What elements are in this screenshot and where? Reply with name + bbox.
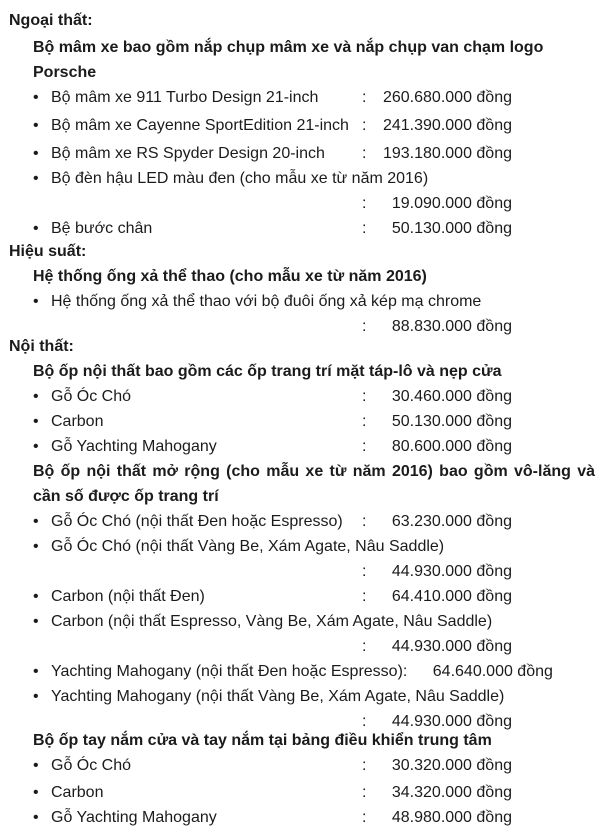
section-heading: Ngoại thất:	[9, 12, 93, 29]
price-value: 44.930.000 đồng	[391, 713, 512, 730]
option-label: Bộ mâm xe 911 Turbo Design 21-inch	[51, 89, 319, 106]
price-colon: :	[362, 438, 367, 455]
price-cell	[362, 780, 512, 805]
price-colon: :	[402, 663, 408, 680]
option-label: Yachting Mahogany (nội thất Đen hoặc Espresso)	[51, 663, 403, 680]
bullet-icon: •	[33, 784, 39, 801]
option-row	[33, 113, 595, 138]
price-colon: :	[362, 89, 367, 106]
bullet-icon: •	[33, 513, 39, 530]
price-cell	[362, 509, 512, 534]
price-value: 88.830.000 đồng	[391, 318, 512, 335]
price-cell	[362, 805, 512, 830]
bullet-icon: •	[33, 757, 39, 774]
price-cell	[362, 113, 512, 138]
option-label: Carbon (nội thất Đen)	[51, 588, 205, 605]
price-value: 63.230.000 đồng	[391, 513, 512, 530]
price-value: 30.320.000 đồng	[391, 757, 512, 774]
price-value: 64.640.000 đồng	[432, 663, 553, 680]
price-value: 34.320.000 đồng	[391, 784, 512, 801]
price-cell	[362, 584, 512, 609]
bullet-icon: •	[33, 688, 39, 705]
section-heading: Nội thất:	[9, 338, 74, 355]
option-label: Bộ mâm xe RS Spyder Design 20-inch	[51, 145, 325, 162]
price-colon: :	[362, 318, 367, 335]
price-colon: :	[362, 117, 367, 134]
price-cell	[362, 141, 512, 166]
option-row	[33, 289, 595, 314]
price-cell	[362, 434, 512, 459]
option-row	[33, 141, 595, 166]
option-row	[33, 384, 595, 409]
bullet-icon: •	[33, 538, 39, 555]
bullet-icon: •	[33, 413, 39, 430]
price-value: 48.980.000 đồng	[391, 809, 512, 826]
option-row	[33, 684, 595, 709]
section-heading: Hiệu suất:	[9, 243, 87, 260]
bullet-icon: •	[33, 220, 39, 237]
price-colon: :	[362, 220, 367, 237]
bullet-icon: •	[33, 145, 39, 162]
option-row	[33, 805, 595, 830]
option-label: Bệ bước chân	[51, 220, 153, 237]
option-label: Carbon	[51, 784, 104, 801]
price-value: 44.930.000 đồng	[391, 563, 512, 580]
price-value: 19.090.000 đồng	[391, 195, 512, 212]
bullet-icon: •	[33, 293, 39, 310]
option-label: Bộ mâm xe Cayenne SportEdition 21-inch	[51, 117, 349, 134]
option-label: Hệ thống ống xả thể thao với bộ đuôi ống xả kép mạ chrome	[51, 293, 482, 310]
price-colon: :	[362, 563, 367, 580]
bullet-icon: •	[33, 89, 39, 106]
option-label: Yachting Mahogany (nội thất Vàng Be, Xám Agate, Nâu Saddle)	[51, 688, 505, 705]
option-row	[33, 409, 595, 434]
price-cell	[362, 753, 512, 778]
price-row	[362, 191, 512, 216]
price-cell	[362, 216, 512, 241]
bullet-icon: •	[33, 588, 39, 605]
bullet-icon: •	[33, 170, 39, 187]
group-heading: Bộ ốp nội thất bao gồm các ốp trang trí mặt táp-lô và nẹp cửa	[33, 363, 502, 380]
bullet-icon: •	[33, 438, 39, 455]
group-heading: Hệ thống ống xả thể thao (cho mẫu xe từ năm 2016)	[33, 268, 427, 285]
option-row	[33, 753, 595, 778]
bullet-icon: •	[33, 388, 39, 405]
price-cell	[403, 659, 553, 684]
price-colon: :	[362, 145, 367, 162]
price-cell	[362, 384, 512, 409]
option-row	[33, 216, 595, 241]
price-cell	[362, 85, 512, 110]
price-value: 50.130.000 đồng	[391, 220, 512, 237]
option-row	[33, 584, 595, 609]
group-heading: Bộ ốp tay nắm cửa và tay nắm tại bảng điều khiển trung tâm	[33, 732, 492, 749]
price-colon: :	[362, 713, 367, 730]
option-row	[33, 659, 595, 684]
price-colon: :	[362, 388, 367, 405]
option-label: Gỗ Óc Chó	[51, 388, 132, 405]
bullet-icon: •	[33, 663, 39, 680]
option-row	[33, 434, 595, 459]
option-label: Carbon (nội thất Espresso, Vàng Be, Xám Agate, Nâu Saddle)	[51, 613, 493, 630]
option-row	[33, 509, 595, 534]
option-label: Bộ đèn hậu LED màu đen (cho mẫu xe từ năm 2016)	[51, 170, 429, 187]
price-value: 241.390.000 đồng	[382, 117, 512, 134]
price-cell	[362, 409, 512, 434]
price-row	[362, 559, 512, 584]
group-heading: Bộ ốp nội thất mở rộng (cho mẫu xe từ năm 2016) bao gồm vô-lăng và cần số được ốp trang trí	[33, 463, 595, 505]
price-colon: :	[362, 413, 367, 430]
price-colon: :	[362, 809, 367, 826]
price-value: 260.680.000 đồng	[382, 89, 512, 106]
price-colon: :	[362, 588, 367, 605]
bullet-icon: •	[33, 117, 39, 134]
price-value: 30.460.000 đồng	[391, 388, 512, 405]
option-label: Gỗ Yachting Mahogany	[51, 438, 217, 455]
option-row	[33, 166, 595, 191]
price-value: 44.930.000 đồng	[391, 638, 512, 655]
price-value: 80.600.000 đồng	[391, 438, 512, 455]
option-label: Carbon	[51, 413, 104, 430]
option-row	[33, 609, 595, 634]
price-row	[362, 634, 512, 659]
price-colon: :	[362, 638, 367, 655]
bullet-icon: •	[33, 809, 39, 826]
option-label: Gỗ Óc Chó	[51, 757, 132, 774]
price-colon: :	[362, 513, 367, 530]
price-colon: :	[362, 784, 367, 801]
option-label: Gỗ Óc Chó (nội thất Vàng Be, Xám Agate, Nâu Saddle)	[51, 538, 445, 555]
price-value: 50.130.000 đồng	[391, 413, 512, 430]
option-row	[33, 85, 595, 110]
option-label: Gỗ Óc Chó (nội thất Đen hoặc Espresso)	[51, 513, 343, 530]
price-value: 193.180.000 đồng	[382, 145, 512, 162]
group-heading: Bộ mâm xe bao gồm nắp chụp mâm xe và nắp chụp van chạm logo Porsche	[33, 39, 544, 81]
price-colon: :	[362, 757, 367, 774]
bullet-icon: •	[33, 613, 39, 630]
price-value: 64.410.000 đồng	[391, 588, 512, 605]
price-colon: :	[362, 195, 367, 212]
option-row	[33, 780, 595, 805]
option-label: Gỗ Yachting Mahogany	[51, 809, 217, 826]
option-row	[33, 534, 595, 559]
